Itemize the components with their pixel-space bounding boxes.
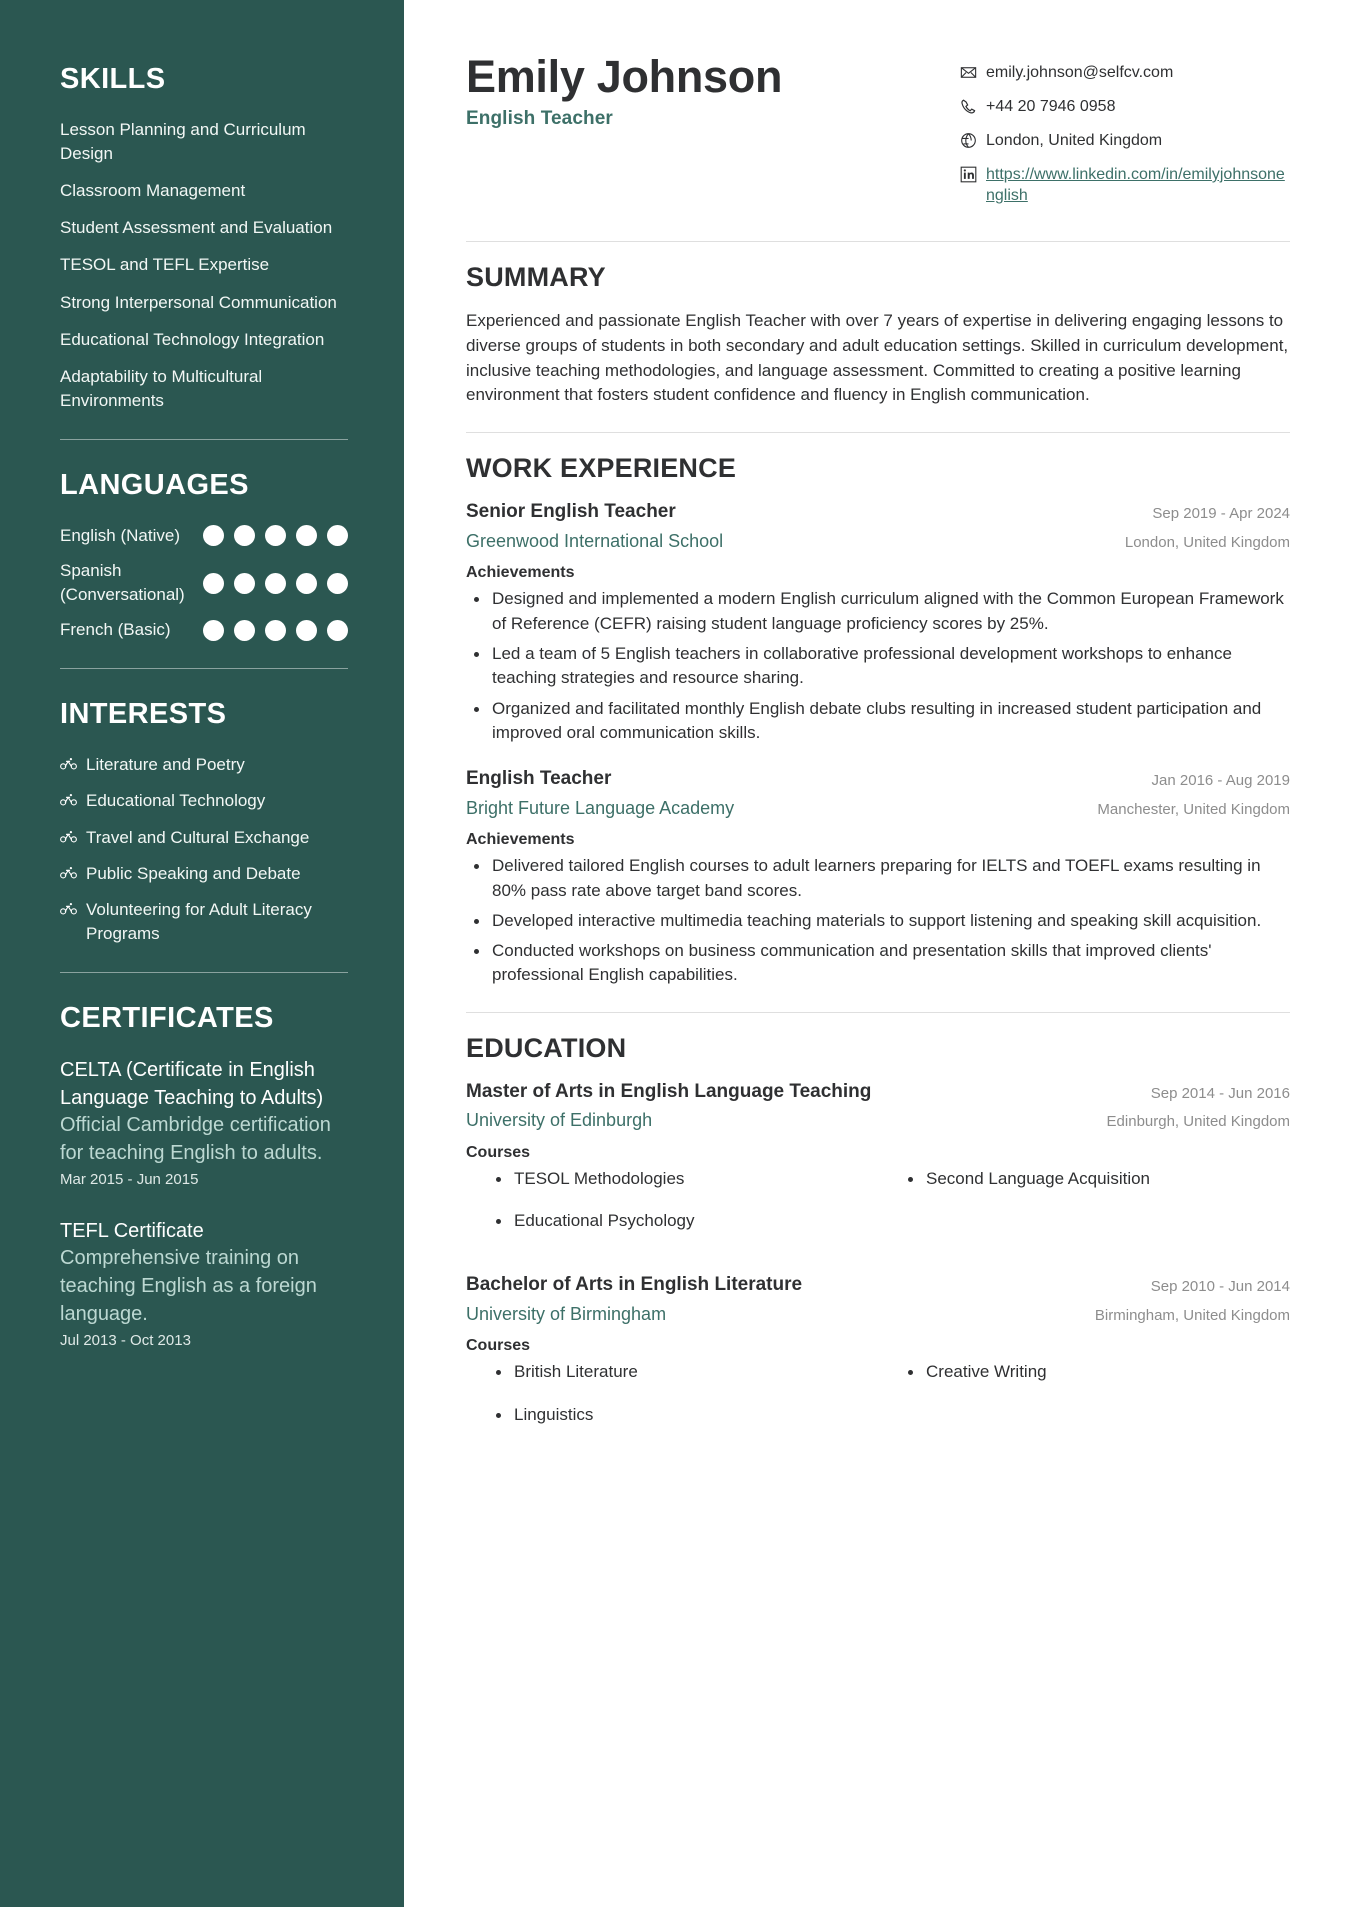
language-name: Spanish (Conversational): [60, 561, 185, 605]
entry-left: [466, 1080, 1087, 1134]
entry-location: Birmingham, United Kingdom: [1094, 1306, 1290, 1324]
language-level-dots: [203, 525, 348, 546]
course-item: Linguistics: [466, 1403, 878, 1427]
sidebar-divider-2: [60, 668, 348, 669]
entry-subheading: Achievements: [466, 831, 575, 849]
course-item: British Literature: [466, 1360, 878, 1384]
entry-date-range: Jan 2016 - Aug 2019: [1151, 772, 1290, 790]
achievement-item: Conducted workshops on business communication and presentation skills that improved clients' professional English capabilities.: [466, 939, 1290, 988]
level-dot: [234, 573, 255, 594]
level-dot: [203, 525, 224, 546]
identity-block: [466, 52, 782, 130]
interests-list: [60, 753, 348, 946]
entry-organization: Greenwood International School: [466, 531, 724, 552]
interest-item: [60, 898, 348, 946]
certificate-description: Comprehensive training on teaching English as a foreign language.: [60, 1247, 317, 1325]
course-item: TESOL Methodologies: [466, 1167, 878, 1191]
bicycle-icon: [60, 902, 77, 920]
entry-organization: University of Edinburgh: [466, 1110, 653, 1131]
contact-list: [960, 52, 1290, 217]
level-dot: [265, 525, 286, 546]
achievement-item: Led a team of 5 English teachers in collaborative professional development workshops to enhance teaching strategies and resource sharing.: [466, 642, 1290, 691]
entry-title: Senior English Teacher: [466, 501, 676, 523]
course-item: Educational Psychology: [466, 1209, 878, 1233]
interest-item: [60, 862, 348, 886]
languages-list: [60, 524, 348, 643]
bicycle-icon: [60, 830, 77, 848]
entry-title: Bachelor of Arts in English Literature: [466, 1274, 803, 1296]
contact-row[interactable]: [960, 164, 1290, 207]
entry-left: [466, 500, 1105, 554]
certificates-list: [60, 1057, 348, 1353]
entry-left: [466, 1273, 1075, 1327]
interest-label: Public Speaking and Debate: [86, 863, 301, 883]
interest-label: Educational Technology: [86, 791, 266, 811]
course-item: Second Language Acquisition: [878, 1167, 1290, 1191]
level-dot: [296, 620, 317, 641]
summary-heading: SUMMARY: [466, 261, 606, 292]
sidebar: [0, 0, 404, 1907]
bicycle-icon: [60, 866, 77, 884]
achievement-item: Designed and implemented a modern English curriculum aligned with the Common European Framework of Reference (CEFR) raising student language proficiency scores by 25%.: [466, 587, 1290, 636]
contact-row: [960, 130, 1290, 154]
entry-location: Edinburgh, United Kingdom: [1106, 1113, 1290, 1131]
work-rule: [466, 1012, 1290, 1013]
language-row: [60, 559, 348, 607]
entry-title: English Teacher: [466, 768, 612, 790]
entry-location: London, United Kingdom: [1124, 533, 1290, 551]
envelope-icon: [960, 64, 977, 86]
course-list: [466, 1167, 1290, 1252]
certificate-item: [60, 1057, 348, 1192]
entry-header: [466, 1080, 1290, 1134]
interest-label: Volunteering for Adult Literacy Programs: [86, 899, 312, 943]
work-section: [466, 453, 1290, 987]
education-entries: [466, 1080, 1290, 1445]
education-entry: [466, 1080, 1290, 1252]
skill-item: Classroom Management: [60, 181, 246, 201]
entry-location: Manchester, United Kingdom: [1097, 800, 1290, 818]
level-dot: [327, 620, 348, 641]
sidebar-divider-1: [60, 439, 348, 440]
language-level-dots: [203, 620, 348, 641]
language-name: French (Basic): [60, 620, 171, 640]
level-dot: [265, 620, 286, 641]
entry-date-range: Sep 2019 - Apr 2024: [1152, 505, 1290, 523]
entry-header: [466, 500, 1290, 554]
skill-item: Adaptability to Multicultural Environments: [60, 366, 263, 410]
linkedin-icon: [960, 166, 977, 188]
interests-heading: INTERESTS: [60, 698, 227, 731]
certificate-item: [60, 1218, 348, 1353]
achievement-item: Developed interactive multimedia teaching materials to support listening and speaking skill acquisition.: [466, 909, 1290, 933]
entry-date-range: Sep 2010 - Jun 2014: [1150, 1278, 1290, 1296]
sidebar-divider-3: [60, 972, 348, 973]
resume-header: [466, 52, 1290, 217]
level-dot: [203, 620, 224, 641]
level-dot: [234, 525, 255, 546]
interest-label: Literature and Poetry: [86, 755, 245, 775]
interest-item: [60, 826, 348, 850]
entry-subheading: Courses: [466, 1143, 531, 1161]
entry-left: [466, 767, 1077, 821]
work-entries: [466, 500, 1290, 987]
achievement-item: Delivered tailored English courses to adult learners preparing for IELTS and TOEFL exams resulting in 80% pass rate above target band scores.: [466, 854, 1290, 903]
level-dot: [234, 620, 255, 641]
languages-heading: LANGUAGES: [60, 469, 249, 502]
skills-list: [60, 118, 348, 413]
entry-header: [466, 767, 1290, 821]
certificate-name: TEFL Certificate: [60, 1219, 204, 1242]
level-dot: [296, 525, 317, 546]
contact-row: [960, 96, 1290, 120]
entry-organization: Bright Future Language Academy: [466, 797, 735, 818]
contact-text: +44 20 7946 0958: [986, 98, 1116, 115]
language-row: [60, 618, 348, 642]
bicycle-icon: [60, 793, 77, 811]
skill-item: Lesson Planning and Curriculum Design: [60, 119, 306, 164]
summary-rule: [466, 432, 1290, 433]
work-heading: WORK EXPERIENCE: [466, 453, 737, 484]
contact-row: [960, 62, 1290, 86]
job-role: English Teacher: [466, 108, 613, 130]
skill-item: Strong Interpersonal Communication: [60, 292, 337, 312]
skills-heading: SKILLS: [60, 63, 166, 95]
contact-text[interactable]: https://www.linkedin.com/in/emilyjohnsonenglish: [986, 166, 1285, 205]
entry-meta: [1125, 500, 1290, 554]
globe-icon: [960, 132, 977, 154]
language-name: English (Native): [60, 525, 180, 545]
level-dot: [203, 573, 224, 594]
certificate-name: CELTA (Certificate in English Language Teaching to Adults): [60, 1058, 324, 1109]
entry-subheading: Courses: [466, 1337, 531, 1355]
summary-section: [466, 262, 1290, 409]
contact-text: London, United Kingdom: [986, 132, 1163, 149]
achievement-list: [466, 587, 1290, 745]
level-dot: [265, 573, 286, 594]
education-heading: EDUCATION: [466, 1032, 627, 1063]
entry-meta: [1107, 1080, 1290, 1134]
certificate-date: Jul 2013 - Oct 2013: [60, 1332, 191, 1350]
entry-header: [466, 1273, 1290, 1327]
certificate-date: Mar 2015 - Jun 2015: [60, 1171, 199, 1189]
work-entry: [466, 767, 1290, 987]
summary-text: Experienced and passionate English Teacher with over 7 years of expertise in delivering engaging lessons to diverse groups of students in both secondary and adult education settings. Skilled in curriculum development, inclusive teaching methodologies, and language assessment. Committed to creating a positive learning environment that fosters student confidence and fluency in English communication.: [466, 310, 1289, 405]
entry-meta: [1097, 767, 1290, 821]
level-dot: [296, 573, 317, 594]
interest-item: [60, 789, 348, 813]
level-dot: [327, 573, 348, 594]
language-row: [60, 524, 348, 548]
entry-date-range: Sep 2014 - Jun 2016: [1150, 1084, 1290, 1102]
skill-item: Student Assessment and Evaluation: [60, 218, 333, 238]
level-dot: [327, 525, 348, 546]
entry-organization: University of Birmingham: [466, 1304, 667, 1325]
work-entry: [466, 500, 1290, 745]
interest-label: Travel and Cultural Exchange: [86, 827, 310, 847]
skill-item: TESOL and TEFL Expertise: [60, 255, 270, 275]
phone-icon: [960, 98, 977, 120]
education-section: [466, 1033, 1290, 1445]
interest-item: [60, 753, 348, 777]
education-entry: [466, 1273, 1290, 1445]
bicycle-icon: [60, 757, 77, 775]
skill-item: Educational Technology Integration: [60, 329, 325, 349]
language-level-dots: [203, 573, 348, 594]
achievement-list: [466, 854, 1290, 987]
certificate-description: Official Cambridge certification for teaching English to adults.: [60, 1114, 331, 1164]
full-name: Emily Johnson: [466, 51, 783, 102]
entry-meta: [1095, 1273, 1290, 1327]
certificates-heading: CERTIFICATES: [60, 1002, 274, 1035]
header-rule: [466, 241, 1290, 242]
main-content: [404, 0, 1350, 1907]
course-item: Creative Writing: [878, 1360, 1290, 1384]
entry-title: Master of Arts in English Language Teaching: [466, 1080, 872, 1102]
entry-subheading: Achievements: [466, 564, 575, 582]
achievement-item: Organized and facilitated monthly English debate clubs resulting in increased student participation and improved oral communication skills.: [466, 697, 1290, 746]
course-list: [466, 1360, 1290, 1445]
contact-text: emily.johnson@selfcv.com: [986, 64, 1174, 81]
